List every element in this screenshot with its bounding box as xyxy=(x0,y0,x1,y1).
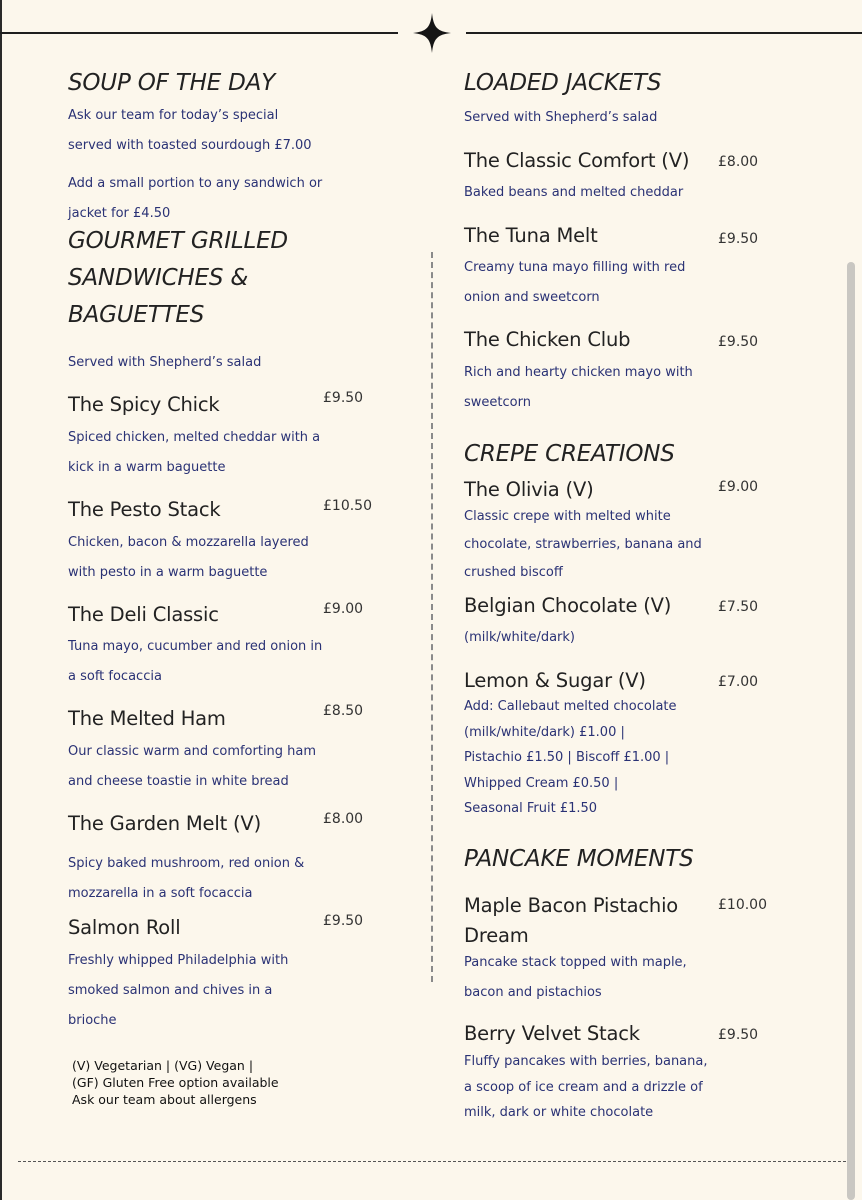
menu-item-price: £8.00 xyxy=(323,811,364,827)
menu-item-name: The Spicy Chick xyxy=(68,393,220,416)
dietary-legend xyxy=(72,1057,279,1108)
menu-item-price: £9.00 xyxy=(323,601,364,617)
addon-line: Add: Callebaut melted chocolate xyxy=(464,699,677,714)
section-title-sandwiches-line-3: BAGUETTES xyxy=(68,302,205,328)
menu-item-name: The Pesto Stack xyxy=(68,498,221,521)
menu-item-name: The Olivia (V) xyxy=(464,478,594,501)
jackets-subtitle: Served with Shepherd’s salad xyxy=(464,110,658,125)
menu-item-price: £10.00 xyxy=(718,897,767,913)
menu-item-price: £8.50 xyxy=(323,703,364,719)
sandwiches-subtitle: Served with Shepherd’s salad xyxy=(68,355,262,370)
menu-item-name: The Tuna Melt xyxy=(464,224,598,247)
soup-description: Ask our team for today’s special served with toasted sourdough £7.00 xyxy=(68,108,312,153)
footer-rule xyxy=(18,1161,846,1162)
menu-item-description: Freshly whipped Philadelphia with smoked salmon and chives in a brioche xyxy=(68,953,289,1028)
section-title-sandwiches-line-2: SANDWICHES & xyxy=(68,265,249,291)
addon-line: Pistachio £1.50 | Biscoff £1.00 | xyxy=(464,750,670,765)
scrollbar-thumb[interactable] xyxy=(847,262,855,1200)
menu-item-description: Spicy baked mushroom, red onion & mozzarella in a soft focaccia xyxy=(68,856,305,901)
section-title-crepes: CREPE CREATIONS xyxy=(464,441,675,467)
menu-item-description: Classic crepe with melted white chocolate, strawberries, banana and crushed biscoff xyxy=(464,509,702,580)
column-divider xyxy=(431,252,433,982)
header-rule-right xyxy=(466,32,862,34)
menu-item-description: Fluffy pancakes with berries, banana, a scoop of ice cream and a drizzle of milk, dark or white chocolate xyxy=(464,1054,708,1120)
menu-item-name: The Deli Classic xyxy=(68,603,219,626)
menu-item-price: £9.50 xyxy=(323,913,364,929)
menu-item-description: Spiced chicken, melted cheddar with a kick in a warm baguette xyxy=(68,430,321,475)
addon-line: Seasonal Fruit £1.50 xyxy=(464,801,598,816)
menu-item-name: Salmon Roll xyxy=(68,916,181,939)
menu-item-description: Baked beans and melted cheddar xyxy=(464,185,684,200)
menu-item-price: £9.50 xyxy=(323,390,364,406)
page-edge xyxy=(0,0,2,1200)
menu-item-price: £9.00 xyxy=(718,479,759,495)
legend-line: (V) Vegetarian | (VG) Vegan | xyxy=(72,1058,254,1073)
menu-item-description: Chicken, bacon & mozzarella layered with pesto in a warm baguette xyxy=(68,535,309,580)
menu-item-description: Rich and hearty chicken mayo with sweetcorn xyxy=(464,365,693,410)
menu-item-price: £9.50 xyxy=(718,334,759,350)
addon-line: (milk/white/dark) £1.00 | xyxy=(464,724,625,740)
menu-item-name: The Melted Ham xyxy=(68,707,226,730)
legend-line: Ask our team about allergens xyxy=(72,1092,257,1107)
section-title-pancakes: PANCAKE MOMENTS xyxy=(464,846,694,872)
section-title-soup: SOUP OF THE DAY xyxy=(68,70,276,96)
section-title-jackets: LOADED JACKETS xyxy=(464,70,662,96)
menu-item-name: Maple Bacon Pistachio Dream xyxy=(464,894,679,947)
menu-item-price: £8.00 xyxy=(718,154,759,170)
menu-item-name: Belgian Chocolate (V) xyxy=(464,594,672,617)
addon-line: Whipped Cream £0.50 | xyxy=(464,775,619,791)
crepe-addons xyxy=(464,694,719,822)
menu-item-price: £9.50 xyxy=(718,231,759,247)
menu-item-name: The Classic Comfort (V) xyxy=(464,149,690,172)
four-point-star-icon xyxy=(413,13,451,53)
menu-item-name: The Chicken Club xyxy=(464,328,631,351)
legend-line: (GF) Gluten Free option available xyxy=(72,1075,279,1090)
soup-addon: Add a small portion to any sandwich or jacket for £4.50 xyxy=(68,176,323,221)
section-title-sandwiches-line-1: GOURMET GRILLED xyxy=(68,228,288,254)
menu-item-price: £10.50 xyxy=(323,498,372,514)
menu-item-description: (milk/white/dark) xyxy=(464,630,575,645)
menu-item-description: Creamy tuna mayo filling with red onion and sweetcorn xyxy=(464,260,686,305)
menu-item-description: Tuna mayo, cucumber and red onion in a soft focaccia xyxy=(68,639,323,684)
menu-item-name: The Garden Melt (V) xyxy=(68,812,261,835)
header-rule-left xyxy=(0,32,398,34)
menu-item-price: £9.50 xyxy=(718,1027,759,1043)
menu-item-name: Berry Velvet Stack xyxy=(464,1022,640,1045)
menu-item-description: Pancake stack topped with maple, bacon and pistachios xyxy=(464,955,687,1000)
menu-item-price: £7.00 xyxy=(718,674,759,690)
menu-item-name: Lemon & Sugar (V) xyxy=(464,669,646,692)
menu-item-price: £7.50 xyxy=(718,599,759,615)
menu-item-description: Our classic warm and comforting ham and cheese toastie in white bread xyxy=(68,744,317,789)
